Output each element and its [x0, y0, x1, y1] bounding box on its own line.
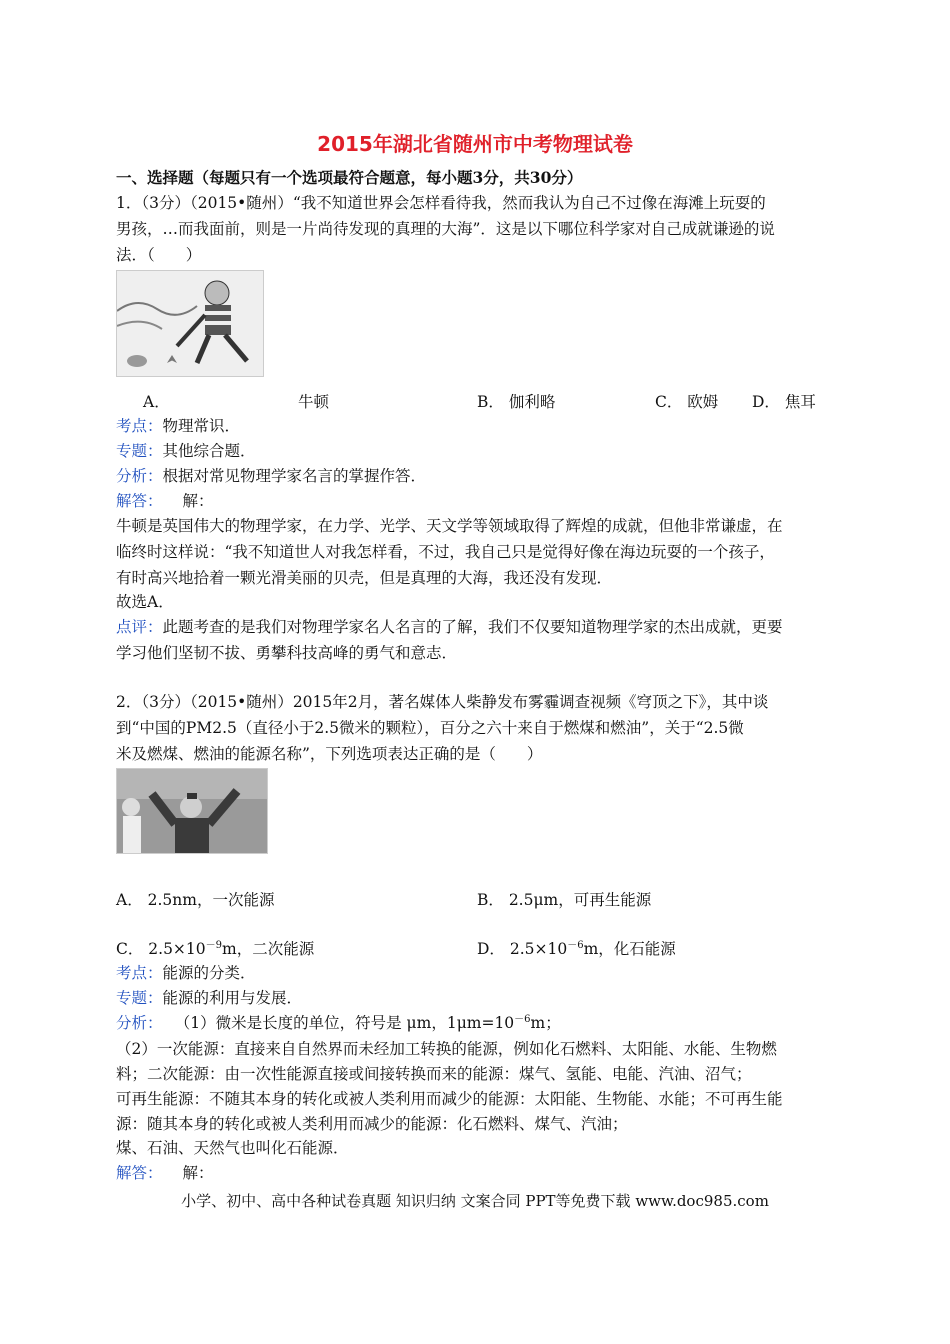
fenxi-text-unit: m；: [530, 1014, 561, 1032]
q1-dianping-line-2: 学习他们坚韧不拔、勇攀科技高峰的勇气和意志．: [116, 644, 458, 662]
zhuanti-label: 专题：: [116, 442, 163, 460]
page-title: 2015年湖北省随州市中考物理试卷: [317, 132, 633, 156]
q2-option-c-exponent: －9: [205, 939, 223, 951]
q1-option-a-letter: A．: [143, 393, 170, 411]
q2-analysis-line-2: 料；二次能源：由一次性能源直接或间接转换而来的能源：煤气、氢能、电能、汽油、沼气；: [116, 1065, 752, 1083]
q2-line-2: 到“中国的PM2.5（直径小于2.5微米的颗粒），百分之六十来自于燃煤和燃油”，关于“2.5微: [116, 719, 744, 737]
q2-photo-image: [116, 768, 268, 854]
q1-answer-line-2: 临终时这样说：“我不知道世人对我怎样看，不过，我自己只是觉得好像在海边玩耍的一个孩子，: [116, 543, 775, 561]
q1-answer-line-1: 牛顿是英国伟大的物理学家，在力学、光学、天文学等领域取得了辉煌的成就，但他非常谦虚，在: [116, 517, 783, 535]
zhuanti-text: 能源的利用与发展．: [162, 989, 303, 1007]
q2-analysis-line-4: 源：随其本身的转化或被人类利用而减少的能源：化石燃料、煤气、汽油；: [116, 1115, 628, 1133]
zhuanti-text: 其他综合题．: [162, 442, 256, 460]
q2-analysis-line-5: 煤、石油、天然气也叫化石能源．: [116, 1139, 349, 1157]
zhuanti-label: 专题：: [116, 989, 163, 1007]
q1-option-d: D． 焦耳: [752, 393, 816, 411]
q1-line-3: 法．（ ）: [116, 246, 202, 264]
q1-jieda-row: [116, 488, 214, 514]
kaodian-label: 考点：: [116, 417, 163, 435]
q1-option-b: B． 伽利略: [477, 393, 556, 411]
dianping-text: 此题考查的是我们对物理学家名人名言的了解，我们不仅要知道物理学家的杰出成就，更要: [162, 618, 783, 636]
q2-option-b: B． 2.5μm，可再生能源: [477, 891, 652, 909]
q2-line-3: 米及燃煤、燃油的能源名称”，下列选项表达正确的是（ ）: [116, 745, 543, 763]
q2-jieda-row: [116, 1160, 214, 1186]
q2-zhuanti-row: [116, 985, 302, 1011]
page-footer: 小学、初中、高中各种试卷真题 知识归纳 文案合同 PPT等免费下载 www.doc985.com: [181, 1192, 769, 1210]
kaodian-text: 物理常识．: [162, 417, 241, 435]
q2-analysis-line-1: （2）一次能源：直接来自自然界而未经加工转换的能源，例如化石燃料、太阳能、水能、生物燃: [116, 1040, 777, 1058]
fenxi-text: 根据对常见物理学家名言的掌握作答．: [162, 467, 427, 485]
jieda-label: 解答：: [116, 1164, 163, 1182]
q2-option-d-base: D． 2.5×10: [477, 940, 568, 958]
jieda-label: 解答：: [116, 492, 163, 510]
q2-option-d: [477, 936, 676, 962]
q1-fenxi-row: [116, 463, 426, 489]
q1-line-1: 1．（3分）（2015•随州）“我不知道世界会怎样看待我，然而我认为自己不过像在海滩上玩耍的: [116, 194, 766, 212]
kaodian-text: 能源的分类．: [162, 964, 256, 982]
q1-answer-line-3: 有时高兴地拾着一颗光滑美丽的贝壳，但是真理的大海，我还没有发现．: [116, 569, 613, 587]
q1-kaodian-row: [116, 413, 240, 439]
q2-option-d-unit: m，化石能源: [583, 940, 676, 958]
fenxi-exponent: －6: [514, 1013, 531, 1025]
q1-line-2: 男孩，…而我面前，则是一片尚待发现的真理的大海”．这是以下哪位科学家对自己成就谦逊的说: [116, 220, 775, 238]
q2-option-c: [116, 936, 314, 962]
q2-fenxi-row: [116, 1010, 561, 1036]
fenxi-label: 分析：: [116, 1014, 163, 1032]
q2-line-1: 2．（3分）（2015•随州）2015年2月，著名媒体人柴静发布雾霾调查视频《穹顶之下》，其中谈: [116, 693, 769, 711]
q2-option-c-base: C． 2.5×10: [116, 940, 206, 958]
jieda-text: 解：: [182, 492, 214, 510]
q1-option-a: 牛顿: [298, 393, 330, 411]
q1-dianping-row: [116, 614, 783, 640]
fenxi-text-base: （1）微米是长度的单位，符号是 μm，1μm=10: [182, 1014, 515, 1032]
kaodian-label: 考点：: [116, 964, 163, 982]
q1-zhuanti-row: [116, 438, 256, 464]
q1-illustration-image: [116, 270, 264, 377]
q1-answer-line-4: 故选A．: [116, 593, 174, 611]
q2-option-d-exponent: －6: [567, 939, 584, 951]
dianping-label: 点评：: [116, 618, 163, 636]
q1-option-c: C． 欧姆: [655, 393, 719, 411]
fenxi-label: 分析：: [116, 467, 163, 485]
q2-option-a: A． 2.5nm，一次能源: [116, 891, 275, 909]
q2-analysis-line-3: 可再生能源：不随其本身的转化或被人类利用而减少的能源：太阳能、生物能、水能；不可再生能: [116, 1090, 783, 1108]
section-heading: 一、选择题（每题只有一个选项最符合题意，每小题3分，共30分）: [116, 168, 583, 187]
jieda-text: 解：: [182, 1164, 214, 1182]
q2-kaodian-row: [116, 960, 256, 986]
q2-option-c-unit: m，二次能源: [222, 940, 315, 958]
